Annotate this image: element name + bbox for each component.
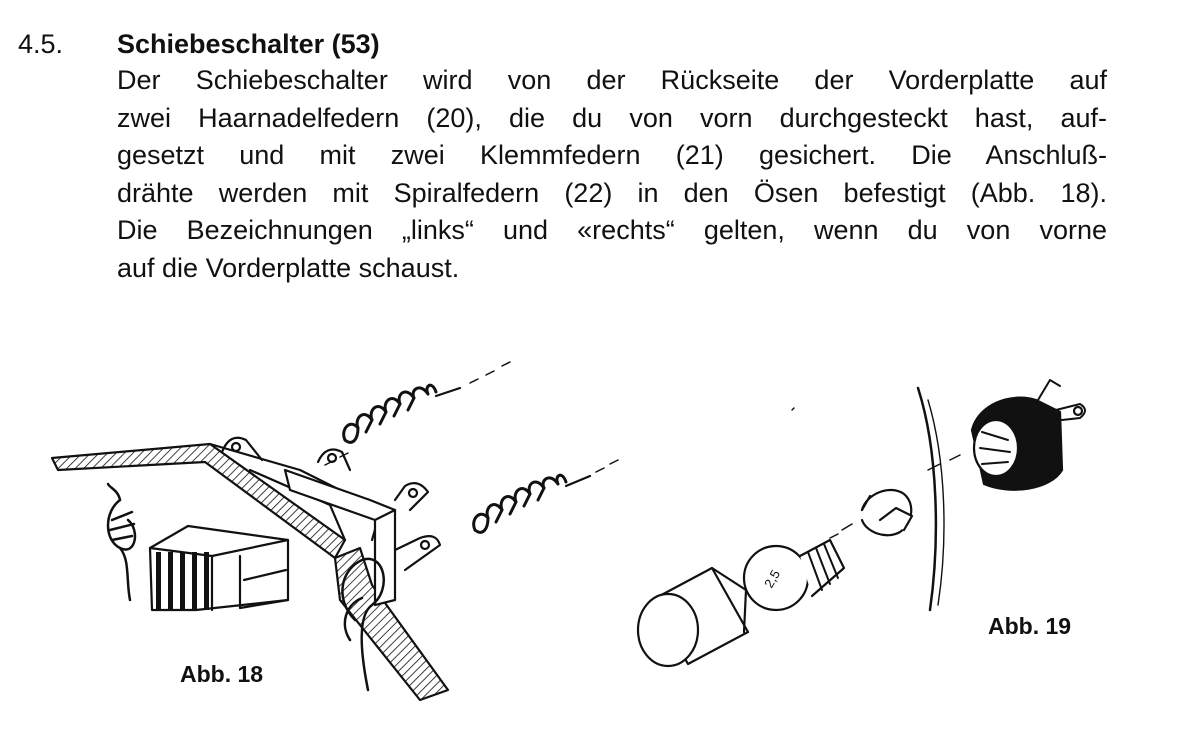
coil-spring-lower — [474, 475, 590, 532]
lamp-holder — [972, 380, 1085, 490]
figure-18-switch-assembly — [52, 362, 618, 700]
section-title: Schiebeschalter (53) — [117, 29, 380, 59]
paragraph-line-4: drähte werden mit Spiralfedern (22) in den Ösen befestigt (Abb. 18). — [117, 177, 1107, 208]
lamp-cap — [638, 568, 748, 666]
paragraph-line-3: gesetzt und mit zwei Klemmfedern (21) gesichert. Die Anschluß- — [117, 140, 1107, 170]
paragraph-line-6: auf die Vorderplatte schaust. — [117, 252, 460, 283]
bulb-marking: 2,5 — [761, 567, 784, 591]
bulb — [744, 540, 844, 610]
slider-knob — [150, 526, 288, 610]
section-number: 4.5. — [18, 29, 64, 59]
coil-spring-upper — [344, 385, 460, 442]
figure-19-caption: Abb. 19 — [988, 613, 1072, 639]
paragraph-line-5: Die Bezeichnungen „links“ und «rechts“ gelten, wenn du von vorne — [117, 215, 1107, 245]
paragraph-line-2: zwei Haarnadelfedern (20), die du von vorn durchgesteckt hast, auf- — [117, 102, 1107, 133]
figure-18-caption: Abb. 18 — [180, 661, 264, 687]
clamp-spring — [108, 484, 135, 600]
paragraph-line-1: Der Schiebeschalter wird von der Rückseite der Vorderplatte auf — [117, 65, 1107, 95]
retaining-ring — [862, 490, 912, 535]
